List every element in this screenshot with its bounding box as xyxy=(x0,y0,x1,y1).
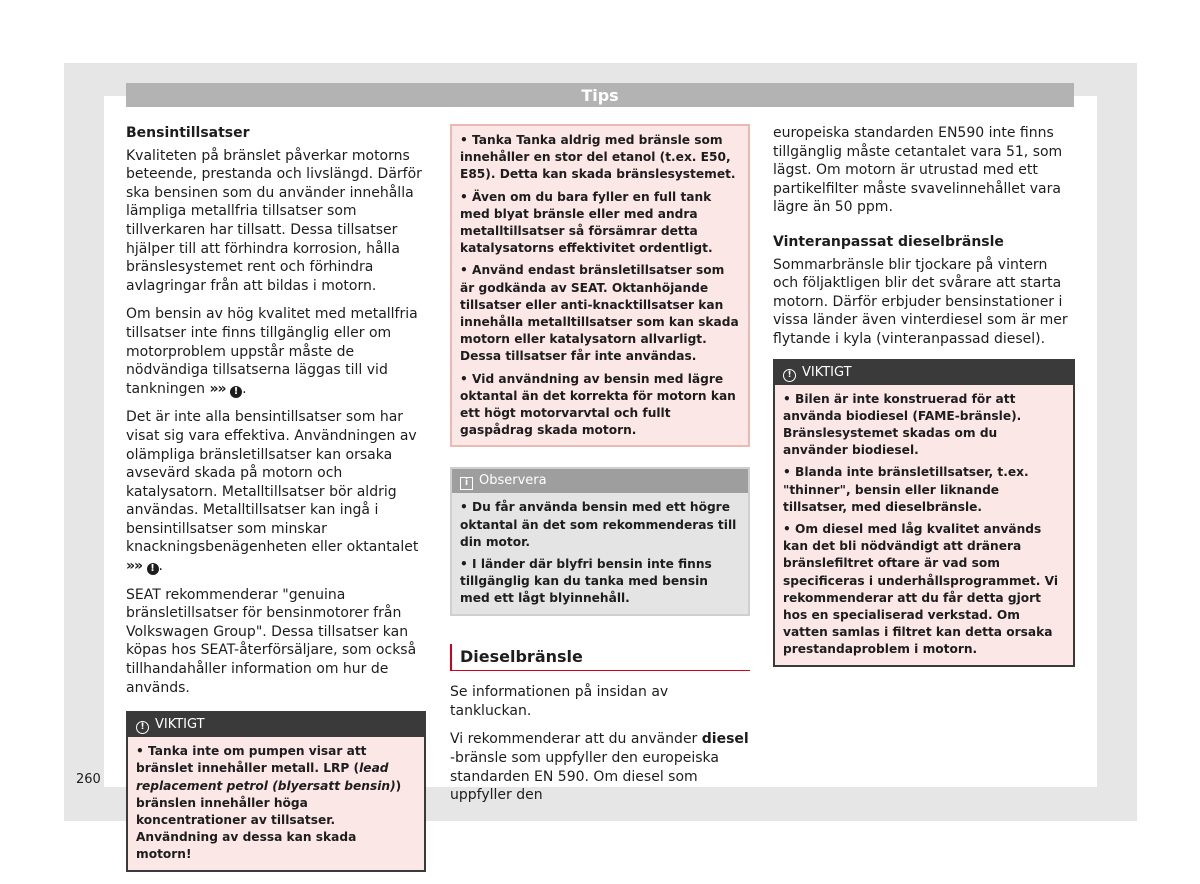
warning-item: • Bilen är inte konstruerad för att använda biodiesel (FAME-bränsle). Bränslesystemet skadas om du använder biodiesel. xyxy=(783,391,1022,458)
warning-icon: ! xyxy=(783,369,796,382)
paragraph-text: Om bensin av hög kvalitet med metallfria tillsatser inte finns tillgänglig eller om motorproblem uppstår måste de nödvändiga tillsatserna läggas till vid tankningen xyxy=(126,306,418,397)
note-item: • I länder där blyfri bensin inte finns tillgänglig kan du tanka med bensin med ett lågt blyinnehåll. xyxy=(460,557,712,606)
paragraph: europeiska standarden EN590 inte finns tillgänglig måste cetantalet vara 51, som lägst. Om motorn är utrustad med ett partikelfilter måste svavelinnehållet vara lägre än 50 ppm. xyxy=(773,125,1063,216)
warning-box xyxy=(773,359,1075,667)
heading-bensintillsatser: Bensintillsatser xyxy=(126,125,250,141)
warning-header xyxy=(128,713,424,737)
warning-body xyxy=(775,385,1073,665)
warning-body xyxy=(128,737,424,869)
paragraph: Det är inte alla bensintillsatser som har visat sig vara effektiva. Användningen av olämpliga bränsletillsatser kan orsaka avsevärd skada på motorn och katalysatorn. Metalltillsatser bör aldrig användas. Metalltillsatser kan ingå i bensintillsatser som minskar knackningsbenägenheten eller oktantalet »» ! . xyxy=(126,409,419,575)
paragraph: Se informationen på insidan av tankluckan. xyxy=(450,684,669,719)
warning-label: VIKTIGT xyxy=(155,717,205,733)
note-item: • Du får använda bensin med ett högre oktantal än det som rekommenderas till din motor. xyxy=(460,500,737,549)
warning-circle-icon: ! xyxy=(147,563,159,575)
warning-icon: ! xyxy=(136,721,149,734)
warning-item: • Använd endast bränsletillsatser som är godkända av SEAT. Oktanhöjande tillsatser eller anti-knacktillsatser kan innehålla metalltillsatser som kan skada motorn eller katalysatorn allvarligt. Dessa tillsatser får inte användas. xyxy=(460,263,739,364)
paragraph: Vi rekommenderar att du använder diesel -bränsle som uppfyller den europeiska standarden EN 590. Om diesel som uppfyller den xyxy=(450,731,749,804)
bold-term: diesel xyxy=(701,731,749,748)
note-label: Observera xyxy=(479,473,547,489)
paragraph: Kvaliteten på bränslet påverkar motorns beteende, prestanda och livslängd. Därför ska bensinen som du använder innehålla lämpliga metallfria tillsatser som tillverkaren har tillsatt. Dessa tillsatser hjälper till att förhindra korrosion, hålla bränslesystemet rent och förhindra avlagringar från att bildas i motorn. xyxy=(126,147,422,294)
warning-body xyxy=(452,126,748,445)
warning-label: VIKTIGT xyxy=(802,364,852,380)
warning-item: • Tanka Tanka aldrig med bränsle som innehåller en stor del etanol (t.ex. E50, E85). Detta kan skada bränslesystemet. xyxy=(460,133,736,182)
warning-item: • Blanda inte bränsletillsatser, t.ex. "thinner", bensin eller liknande tillsatser, med dieselbränsle. xyxy=(783,465,1029,514)
paragraph: SEAT rekommenderar "genuina bränsletillsatser för bensinmotorer från Volkswagen Group". Dessa tillsatser kan köpas hos SEAT-återförsäljare, som också tillhandahåller information om hur de används. xyxy=(126,586,417,696)
warning-item: • Även om du bara fyller en full tank med blyat bränsle eller med andra metalltillsatser så försämrar detta katalysatorns effektivitet ordentligt. xyxy=(460,189,713,256)
column-1 xyxy=(126,124,426,872)
warning-item: • Tanka inte om pumpen visar att bränslet innehåller metall. LRP (lead replacement petrol (blyersatt bensin)) bränslen innehåller höga koncentrationer av tillsatser. Användning av dessa kan skada motorn! xyxy=(136,744,402,862)
note-box xyxy=(450,467,750,615)
column-2 xyxy=(450,124,750,815)
section-title-dieselbransle: Dieselbränsle xyxy=(450,644,750,672)
warning-circle-icon: ! xyxy=(230,386,242,398)
warning-item: • Om diesel med låg kvalitet används kan det bli nödvändigt att dränera bränslefiltret oftare är vad som specificeras i underhållsprogrammet. Vi rekommenderar att du får detta gjort hos en specialiserad verkstad. Om vatten samlas i filtret kan detta orsaka prestandaproblem i motorn. xyxy=(783,521,1059,657)
note-header xyxy=(452,469,748,493)
column-3 xyxy=(773,124,1075,667)
warning-box-continued xyxy=(450,124,750,447)
note-body xyxy=(452,493,748,613)
paragraph: Om bensin av hög kvalitet med metallfria tillsatser inte finns tillgänglig eller om motorproblem uppstår måste de nödvändiga tillsatserna läggas till vid tankningen »» ! . xyxy=(126,306,418,397)
heading-vinteranpassat: Vinteranpassat dieselbränsle xyxy=(773,233,1004,250)
paragraph-text: Det är inte alla bensintillsatser som har visat sig vara effektiva. Användningen av olämpliga bränsletillsatser kan orsaka avsevärd skada på motorn och katalysatorn. Metalltillsatser bör aldrig användas. Metalltillsatser kan ingå i bensintillsatser som minskar knackningsbenägenheten eller oktantalet xyxy=(126,409,419,556)
info-icon: i xyxy=(460,477,473,490)
tips-header-bar: Tips xyxy=(126,83,1074,107)
warning-item: • Vid användning av bensin med lägre oktantal än det korrekta för motorn kan ett högt motorvarvtal och fullt gaspådrag skada motorn. xyxy=(460,371,736,438)
warning-box xyxy=(126,711,426,871)
paragraph: Sommarbränsle blir tjockare på vintern och följaktligen blir det svårare att starta motorn. Därför erbjuder bensinstationer i vissa länder även vinterdiesel som är mer flytande i kyla (vinteranpassad diesel). xyxy=(773,256,1068,347)
page-number: 260 xyxy=(76,772,101,787)
cross-reference-arrows-icon[interactable]: »» xyxy=(126,558,143,575)
cross-reference-arrows-icon[interactable]: »» xyxy=(209,380,226,397)
warning-header xyxy=(775,361,1073,385)
emphasis-text: lead replacement petrol (blyersatt bensin) xyxy=(136,761,396,793)
